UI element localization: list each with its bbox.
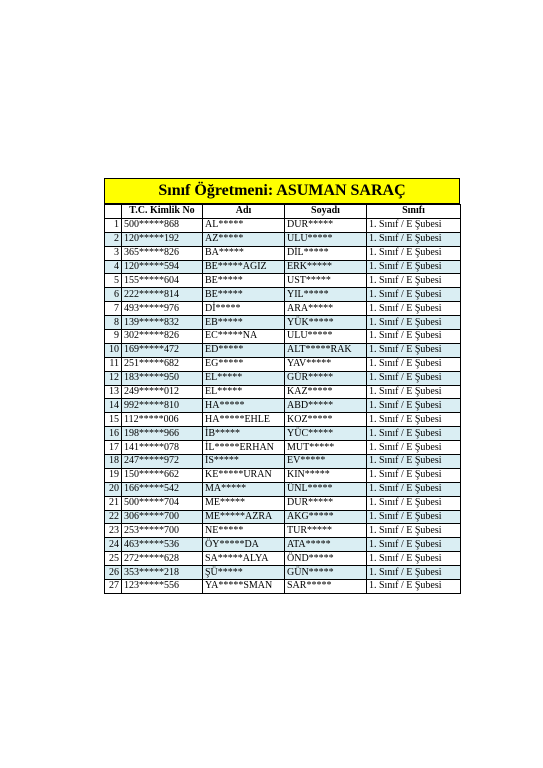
tc-kimlik-no-cell: 166*****542 [122, 482, 203, 496]
row-number-cell: 11 [105, 357, 122, 371]
class-cell: 1. Sınıf / E Şubesi [367, 524, 461, 538]
last-name-cell: ULU***** [285, 232, 367, 246]
table-row [105, 218, 461, 232]
table-row [105, 399, 461, 413]
first-name-cell: BE***** [203, 274, 285, 288]
row-number-cell: 16 [105, 427, 122, 441]
last-name-cell: ATA***** [285, 538, 367, 552]
first-name-cell: EL***** [203, 371, 285, 385]
table-row [105, 482, 461, 496]
last-name-cell: GÜR***** [285, 371, 367, 385]
class-cell: 1. Sınıf / E Şubesi [367, 288, 461, 302]
tc-kimlik-no-cell: 365*****826 [122, 246, 203, 260]
tc-kimlik-no-cell: 251*****682 [122, 357, 203, 371]
first-name-cell: ED***** [203, 343, 285, 357]
class-cell: 1. Sınıf / E Şubesi [367, 496, 461, 510]
class-cell: 1. Sınıf / E Şubesi [367, 316, 461, 330]
class-cell: 1. Sınıf / E Şubesi [367, 302, 461, 316]
class-cell: 1. Sınıf / E Şubesi [367, 468, 461, 482]
tc-kimlik-no-cell: 150*****662 [122, 468, 203, 482]
tc-kimlik-no-cell: 272*****628 [122, 552, 203, 566]
row-number-cell: 8 [105, 316, 122, 330]
first-name-cell: BE***** [203, 288, 285, 302]
tc-kimlik-no-cell: 302*****826 [122, 330, 203, 344]
class-cell: 1. Sınıf / E Şubesi [367, 427, 461, 441]
class-cell: 1. Sınıf / E Şubesi [367, 274, 461, 288]
last-name-cell: DİL***** [285, 246, 367, 260]
tc-kimlik-no-cell: 222*****814 [122, 288, 203, 302]
tc-kimlik-no-cell: 198*****966 [122, 427, 203, 441]
first-name-cell: ME*****AZRA [203, 510, 285, 524]
row-number-cell: 23 [105, 524, 122, 538]
tc-kimlik-no-cell: 123*****556 [122, 580, 203, 594]
table-row [105, 232, 461, 246]
tc-kimlik-no-cell: 500*****868 [122, 218, 203, 232]
first-name-cell: ME***** [203, 496, 285, 510]
table-row [105, 427, 461, 441]
first-name-cell: BE*****AĞIZ [203, 260, 285, 274]
tc-kimlik-no-cell: 249*****012 [122, 385, 203, 399]
table-row [105, 524, 461, 538]
row-number-cell: 9 [105, 330, 122, 344]
last-name-cell: ARA***** [285, 302, 367, 316]
first-name-cell: BA***** [203, 246, 285, 260]
last-name-cell: YÜK***** [285, 316, 367, 330]
student-table [104, 204, 461, 594]
last-name-cell: MUT***** [285, 441, 367, 455]
tc-kimlik-no-cell: 169*****472 [122, 343, 203, 357]
tc-kimlik-no-cell: 141*****078 [122, 441, 203, 455]
table-header-row [105, 205, 461, 219]
table-row [105, 413, 461, 427]
tc-kimlik-no-cell: 992*****810 [122, 399, 203, 413]
table-body [105, 218, 461, 593]
table-row [105, 538, 461, 552]
first-name-cell: AZ***** [203, 232, 285, 246]
tc-kimlik-no-cell: 353*****218 [122, 566, 203, 580]
last-name-cell: ULU***** [285, 330, 367, 344]
table-row [105, 441, 461, 455]
tc-kimlik-no-cell: 183*****950 [122, 371, 203, 385]
first-name-cell: NE***** [203, 524, 285, 538]
last-name-cell: ÖND***** [285, 552, 367, 566]
table-row [105, 385, 461, 399]
class-cell: 1. Sınıf / E Şubesi [367, 260, 461, 274]
class-cell: 1. Sınıf / E Şubesi [367, 580, 461, 594]
table-row [105, 316, 461, 330]
first-name-cell: EL***** [203, 385, 285, 399]
first-name-cell: İL*****ERHAN [203, 441, 285, 455]
header-no [105, 205, 122, 219]
row-number-cell: 18 [105, 455, 122, 469]
class-cell: 1. Sınıf / E Şubesi [367, 538, 461, 552]
first-name-cell: EB***** [203, 316, 285, 330]
last-name-cell: ABD***** [285, 399, 367, 413]
row-number-cell: 3 [105, 246, 122, 260]
class-cell: 1. Sınıf / E Şubesi [367, 371, 461, 385]
header-sinifi: Sınıfı [367, 205, 461, 219]
first-name-cell: AL***** [203, 218, 285, 232]
tc-kimlik-no-cell: 500*****704 [122, 496, 203, 510]
table-row [105, 246, 461, 260]
table-row [105, 468, 461, 482]
class-cell: 1. Sınıf / E Şubesi [367, 330, 461, 344]
first-name-cell: HA***** [203, 399, 285, 413]
last-name-cell: DUR***** [285, 218, 367, 232]
row-number-cell: 14 [105, 399, 122, 413]
row-number-cell: 12 [105, 371, 122, 385]
class-cell: 1. Sınıf / E Şubesi [367, 343, 461, 357]
row-number-cell: 2 [105, 232, 122, 246]
first-name-cell: KE*****URAN [203, 468, 285, 482]
first-name-cell: YA*****SMAN [203, 580, 285, 594]
row-number-cell: 10 [105, 343, 122, 357]
first-name-cell: MA***** [203, 482, 285, 496]
last-name-cell: ÜNL***** [285, 482, 367, 496]
last-name-cell: KOZ***** [285, 413, 367, 427]
class-cell: 1. Sınıf / E Şubesi [367, 413, 461, 427]
tc-kimlik-no-cell: 306*****700 [122, 510, 203, 524]
class-cell: 1. Sınıf / E Şubesi [367, 566, 461, 580]
tc-kimlik-no-cell: 253*****700 [122, 524, 203, 538]
table-row [105, 510, 461, 524]
tc-kimlik-no-cell: 139*****832 [122, 316, 203, 330]
header-soyadi: Soyadı [285, 205, 367, 219]
table-row [105, 496, 461, 510]
last-name-cell: SAR***** [285, 580, 367, 594]
last-name-cell: AKG***** [285, 510, 367, 524]
last-name-cell: GÜN***** [285, 566, 367, 580]
last-name-cell: UST***** [285, 274, 367, 288]
first-name-cell: EG***** [203, 357, 285, 371]
row-number-cell: 17 [105, 441, 122, 455]
row-number-cell: 24 [105, 538, 122, 552]
tc-kimlik-no-cell: 493*****976 [122, 302, 203, 316]
table-row [105, 343, 461, 357]
class-cell: 1. Sınıf / E Şubesi [367, 232, 461, 246]
class-cell: 1. Sınıf / E Şubesi [367, 385, 461, 399]
header-tc-kimlik-no: T.C. Kimlik No [122, 205, 203, 219]
last-name-cell: ALT*****RAK [285, 343, 367, 357]
table-row [105, 580, 461, 594]
table-row [105, 330, 461, 344]
last-name-cell: YAV***** [285, 357, 367, 371]
class-cell: 1. Sınıf / E Şubesi [367, 441, 461, 455]
tc-kimlik-no-cell: 120*****192 [122, 232, 203, 246]
table-row [105, 371, 461, 385]
header-adi: Adı [203, 205, 285, 219]
tc-kimlik-no-cell: 247*****972 [122, 455, 203, 469]
row-number-cell: 27 [105, 580, 122, 594]
table-row [105, 455, 461, 469]
first-name-cell: EC*****NA [203, 330, 285, 344]
row-number-cell: 5 [105, 274, 122, 288]
class-cell: 1. Sınıf / E Şubesi [367, 218, 461, 232]
class-roster [104, 178, 460, 594]
class-teacher-title: Sınıf Öğretmeni: ASUMAN SARAÇ [104, 178, 460, 204]
row-number-cell: 19 [105, 468, 122, 482]
row-number-cell: 6 [105, 288, 122, 302]
table-row [105, 288, 461, 302]
class-cell: 1. Sınıf / E Şubesi [367, 357, 461, 371]
tc-kimlik-no-cell: 463*****536 [122, 538, 203, 552]
table-row [105, 357, 461, 371]
row-number-cell: 25 [105, 552, 122, 566]
table-row [105, 302, 461, 316]
first-name-cell: İS***** [203, 455, 285, 469]
row-number-cell: 20 [105, 482, 122, 496]
first-name-cell: HA*****EHLE [203, 413, 285, 427]
table-row [105, 566, 461, 580]
row-number-cell: 4 [105, 260, 122, 274]
tc-kimlik-no-cell: 120*****594 [122, 260, 203, 274]
first-name-cell: Dİ***** [203, 302, 285, 316]
first-name-cell: ŞÜ***** [203, 566, 285, 580]
row-number-cell: 13 [105, 385, 122, 399]
class-cell: 1. Sınıf / E Şubesi [367, 482, 461, 496]
row-number-cell: 26 [105, 566, 122, 580]
class-cell: 1. Sınıf / E Şubesi [367, 246, 461, 260]
first-name-cell: SA*****ALYA [203, 552, 285, 566]
last-name-cell: DUR***** [285, 496, 367, 510]
row-number-cell: 1 [105, 218, 122, 232]
last-name-cell: ERK***** [285, 260, 367, 274]
tc-kimlik-no-cell: 112*****006 [122, 413, 203, 427]
last-name-cell: EV***** [285, 455, 367, 469]
first-name-cell: ÖY*****DA [203, 538, 285, 552]
class-cell: 1. Sınıf / E Şubesi [367, 510, 461, 524]
last-name-cell: YÜC***** [285, 427, 367, 441]
last-name-cell: TUR***** [285, 524, 367, 538]
class-cell: 1. Sınıf / E Şubesi [367, 399, 461, 413]
table-row [105, 552, 461, 566]
row-number-cell: 15 [105, 413, 122, 427]
class-cell: 1. Sınıf / E Şubesi [367, 455, 461, 469]
class-cell: 1. Sınıf / E Şubesi [367, 552, 461, 566]
row-number-cell: 22 [105, 510, 122, 524]
last-name-cell: KIN***** [285, 468, 367, 482]
table-row [105, 274, 461, 288]
table-row [105, 260, 461, 274]
last-name-cell: KAZ***** [285, 385, 367, 399]
last-name-cell: YIL***** [285, 288, 367, 302]
tc-kimlik-no-cell: 155*****604 [122, 274, 203, 288]
first-name-cell: İB***** [203, 427, 285, 441]
row-number-cell: 21 [105, 496, 122, 510]
row-number-cell: 7 [105, 302, 122, 316]
